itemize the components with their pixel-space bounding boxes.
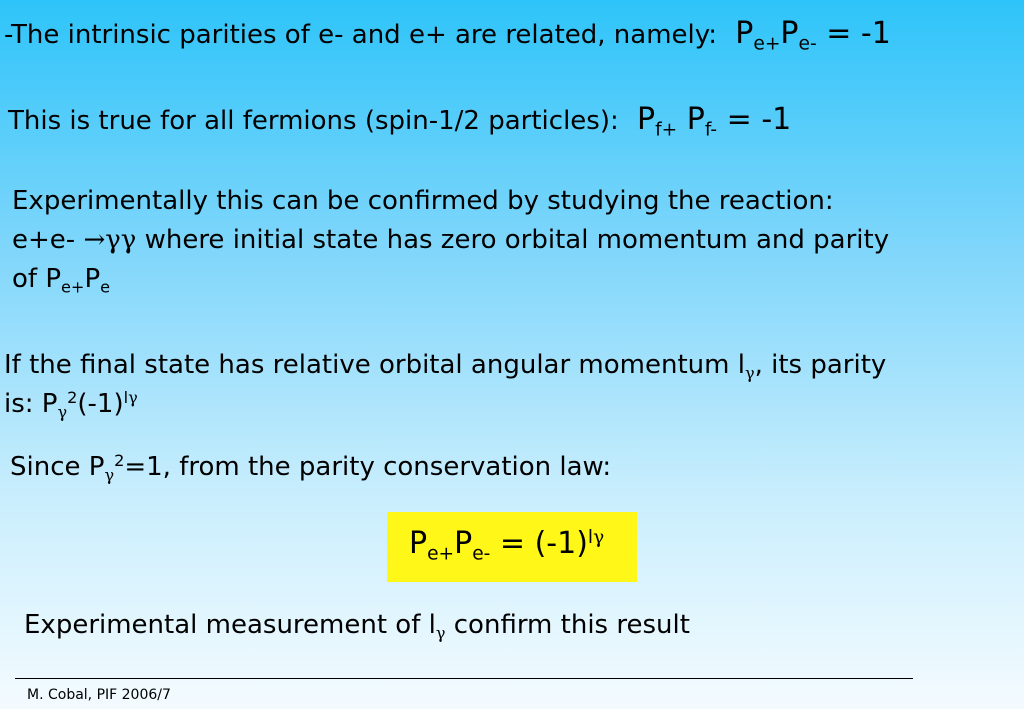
reaction-arrow: →γγ	[83, 225, 137, 255]
conservation-line: Since $P_\gamma^2=1$, from the parity conservation law:	[10, 451, 612, 485]
highlighted-equation-box	[387, 512, 637, 582]
final-state-line-2: is: $P_\gamma^2(-1)^{l\gamma}$	[4, 388, 138, 422]
intrinsic-parity-equation: $P_{e+}P_{e-} = -1$	[735, 16, 891, 55]
final-state-line-1: If the final state has relative orbital angular momentum $l_\gamma$, its parity	[4, 350, 887, 383]
conclusion-line: Experimental measurement of $l_\gamma$ confirm this result	[24, 610, 690, 643]
fermion-parity-text: This is true for all fermions (spin-1/2 particles):	[8, 106, 619, 136]
fermion-parity-statement	[8, 102, 792, 141]
experiment-line-2: e+e- →γγ where initial state has zero orbital momentum and parity	[12, 225, 890, 255]
experiment-line-1: Experimentally this can be confirmed by studying the reaction:	[12, 186, 834, 216]
experiment-line-3: of $P_{e+}P_e$	[12, 264, 111, 297]
intrinsic-parity-statement	[4, 16, 891, 55]
footer-divider	[15, 678, 913, 679]
intrinsic-parity-text: -The intrinsic parities of e- and e+ are related, namely:	[4, 20, 718, 50]
highlighted-equation: $P_{e+}P_{e-} = (-1)^{l\gamma}$	[409, 526, 605, 565]
footer-credit: M. Cobal, PIF 2006/7	[27, 687, 171, 703]
fermion-parity-equation: $P_{f+}$ $P_{f-} = -1$	[637, 102, 792, 141]
